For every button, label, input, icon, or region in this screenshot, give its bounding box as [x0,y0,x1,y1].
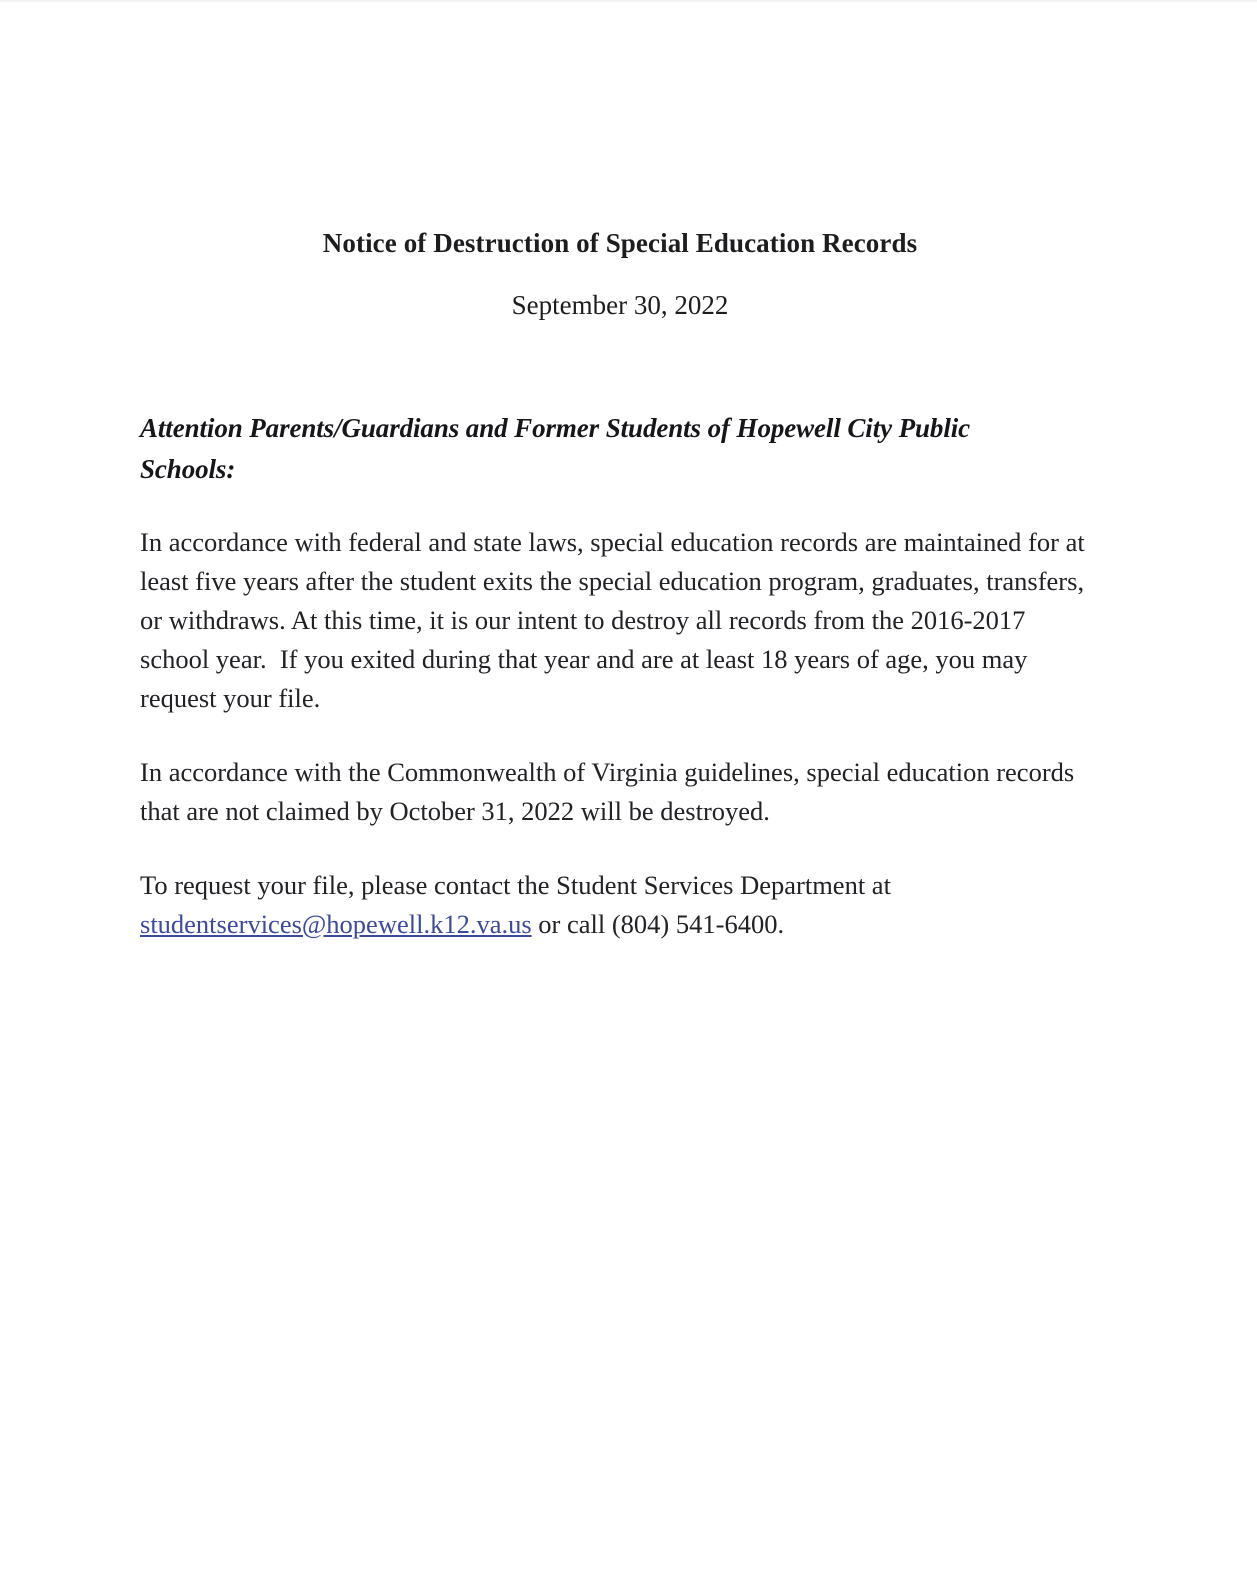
document-content [140,0,1100,944]
page-title: Notice of Destruction of Special Education Records [322,228,918,258]
contact-paragraph [140,831,1100,944]
document-date: September 30, 2022 [511,290,729,320]
body-paragraph-2: In accordance with the Commonwealth of Virginia guidelines, special education records that are not claimed by October 31, 2022 will be destroyed. [140,757,1081,826]
contact-lead-text: To request your file, please contact the Student Services Department at [140,870,898,900]
body-paragraph-1: In accordance with federal and state laws, special education records are maintained for at least five years after the student exits the special education program, graduates, transfers, or withdraws. At this time, it is our intent to destroy all records from the 2016-2017 school year. If you exited during that year and are at least 18 years of age, you may request your file. [140,527,1092,713]
student-services-email-link[interactable]: studentservices@hopewell.k12.va.us [140,909,532,939]
attention-heading: Attention Parents/Guardians and Former Students of Hopewell City Public Schools: [140,413,971,484]
contact-trailing-text: or call (804) 541-6400. [531,909,785,939]
